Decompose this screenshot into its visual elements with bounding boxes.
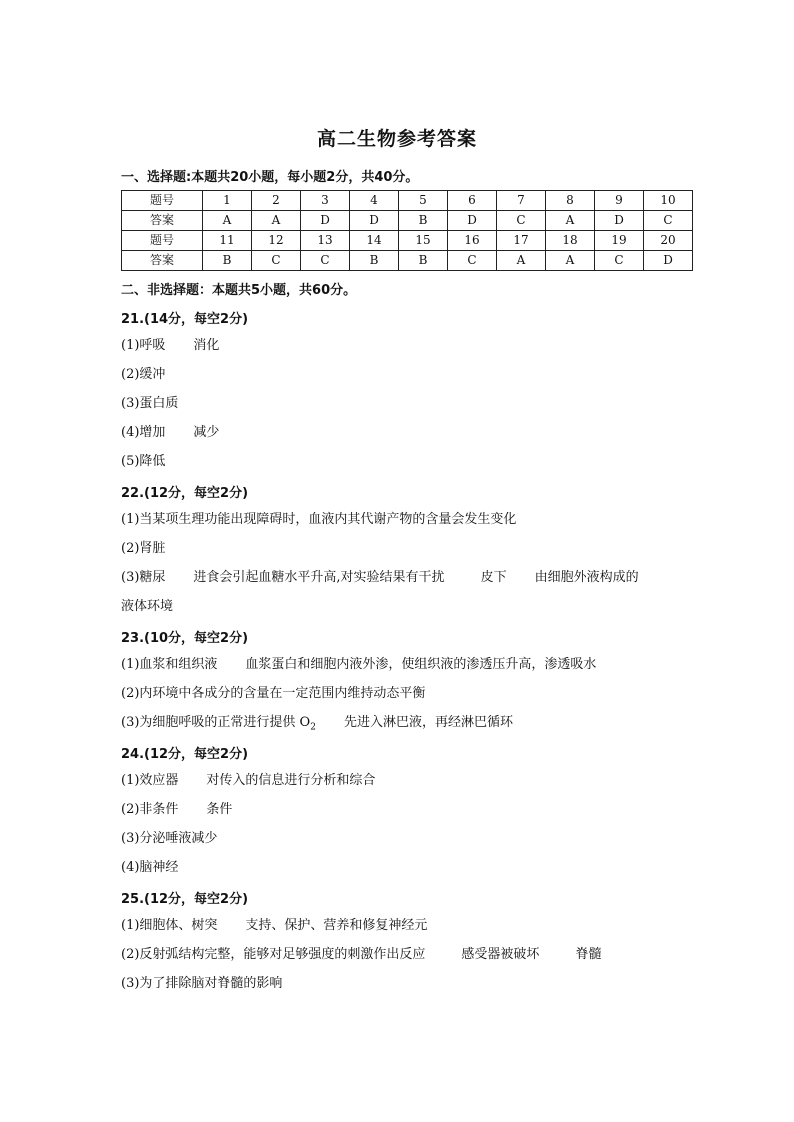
question-heading: 25.(12分，每空2分): [121, 892, 249, 907]
answer-line: [121, 656, 596, 674]
row-label: 题号: [122, 231, 203, 251]
answer-text: 支持、保护、营养和修复神经元: [245, 918, 428, 933]
answer-line: (1)当某项生理功能出现障碍时，血液内其代谢产物的含量会发生变化: [121, 512, 517, 527]
answer-text: 进食会引起血糖水平升高,对实验结果有干扰: [193, 570, 445, 585]
answer-text: (4)增加: [121, 425, 166, 440]
answer-table: [121, 190, 693, 271]
table-cell: C: [595, 251, 644, 271]
table-cell: 12: [252, 231, 301, 251]
answer-text: 皮下: [480, 570, 507, 585]
table-cell: A: [497, 251, 546, 271]
table-cell: 16: [448, 231, 497, 251]
table-cell: 1: [203, 191, 252, 211]
table-cell: A: [252, 211, 301, 231]
table-cell: 3: [301, 191, 350, 211]
answer-text: (1)细胞体、树突: [121, 918, 218, 933]
section-heading-nonchoice: 二、非选择题：本题共5小题，共60分。: [121, 283, 357, 298]
question-heading: 22.(12分，每空2分): [121, 486, 249, 501]
table-cell: B: [203, 251, 252, 271]
answer-line: [121, 714, 513, 737]
row-label: 题号: [122, 191, 203, 211]
table-cell: 20: [644, 231, 693, 251]
answer-text: (2)非条件: [121, 802, 179, 817]
table-cell: 5: [399, 191, 448, 211]
answer-line: [121, 801, 232, 819]
answer-text: 条件: [206, 802, 233, 817]
answer-line: [121, 917, 427, 935]
answer-line: (2)内环境中各成分的含量在一定范围内维持动态平衡: [121, 686, 426, 701]
answer-text: 消化: [193, 338, 220, 353]
answer-text: (1)效应器: [121, 773, 179, 788]
question-heading: 24.(12分，每空2分): [121, 747, 249, 762]
answer-text: 脊髓: [575, 947, 602, 962]
table-cell: 6: [448, 191, 497, 211]
answer-line: (3)为了排除脑对脊髓的影响: [121, 976, 283, 991]
table-cell: D: [644, 251, 693, 271]
table-row: [122, 191, 693, 211]
table-cell: B: [399, 211, 448, 231]
answer-text: 由细胞外液构成的: [534, 570, 639, 585]
answer-line: (3)分泌唾液减少: [121, 831, 218, 846]
answer-text: 感受器被破坏: [461, 947, 540, 962]
table-cell: 19: [595, 231, 644, 251]
row-label: 答案: [122, 211, 203, 231]
table-cell: D: [350, 211, 399, 231]
answer-line: (2)肾脏: [121, 541, 166, 556]
table-cell: 14: [350, 231, 399, 251]
answer-text: 先进入淋巴液，再经淋巴循环: [343, 715, 513, 730]
table-cell: C: [301, 251, 350, 271]
answer-line: (3)蛋白质: [121, 396, 179, 411]
answer-line: 液体环境: [121, 599, 174, 614]
table-cell: 9: [595, 191, 644, 211]
section-heading-choice: 一、选择题:本题共20小题，每小题2分，共40分。: [121, 170, 419, 185]
answer-text: (3)为细胞呼吸的正常进行提供 O: [121, 715, 311, 730]
answer-line: (2)缓冲: [121, 367, 166, 382]
table-cell: A: [546, 211, 595, 231]
table-cell: B: [350, 251, 399, 271]
table-cell: A: [203, 211, 252, 231]
table-cell: 8: [546, 191, 595, 211]
answer-text: 血浆蛋白和细胞内液外渗，使组织液的渗透压升高，渗透吸水: [245, 657, 597, 672]
table-cell: 15: [399, 231, 448, 251]
table-cell: C: [497, 211, 546, 231]
table-cell: 7: [497, 191, 546, 211]
table-row: [122, 231, 693, 251]
row-label: 答案: [122, 251, 203, 271]
table-cell: D: [595, 211, 644, 231]
answer-line: [121, 424, 219, 442]
answer-text: (2)反射弧结构完整，能够对足够强度的刺激作出反应: [121, 947, 426, 962]
table-cell: B: [399, 251, 448, 271]
question-heading: 21.(14分，每空2分): [121, 312, 249, 327]
table-cell: C: [448, 251, 497, 271]
answer-text: (3)糖尿: [121, 570, 166, 585]
answer-line: (4)脑神经: [121, 860, 179, 875]
answer-text: (1)血浆和组织液: [121, 657, 218, 672]
table-row: [122, 211, 693, 231]
answer-text: 减少: [193, 425, 220, 440]
table-cell: 10: [644, 191, 693, 211]
table-cell: A: [546, 251, 595, 271]
table-cell: D: [301, 211, 350, 231]
question-heading: 23.(10分，每空2分): [121, 631, 249, 646]
subscript: 2: [310, 722, 316, 733]
table-cell: 4: [350, 191, 399, 211]
table-cell: 11: [203, 231, 252, 251]
answer-line: [121, 772, 375, 790]
answer-line: [121, 946, 601, 964]
answer-text: 对传入的信息进行分析和综合: [206, 773, 376, 788]
table-cell: D: [448, 211, 497, 231]
answer-text: (1)呼吸: [121, 338, 166, 353]
answer-line: [121, 569, 639, 587]
answer-line: (5)降低: [121, 454, 166, 469]
table-cell: C: [252, 251, 301, 271]
table-cell: 13: [301, 231, 350, 251]
table-cell: 17: [497, 231, 546, 251]
table-cell: C: [644, 211, 693, 231]
table-cell: 18: [546, 231, 595, 251]
answer-line: [121, 337, 219, 355]
table-cell: 2: [252, 191, 301, 211]
page-title: 高二生物参考答案: [316, 128, 477, 150]
table-row: [122, 251, 693, 271]
